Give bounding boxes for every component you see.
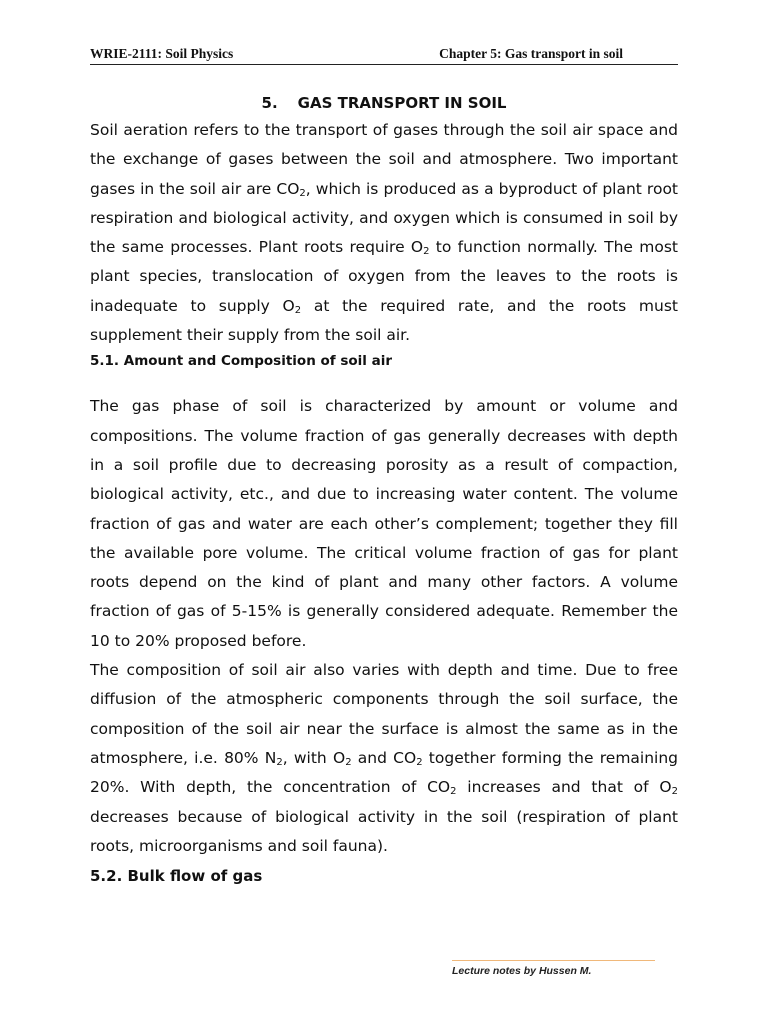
subscript-2: 2 xyxy=(423,246,430,258)
subscript-2: 2 xyxy=(450,786,457,798)
subscript-2: 2 xyxy=(416,756,423,768)
intro-text-2: , which is produced as a byproduct of plant root respiration and biological activity, and oxygen which is consumed in soil by the same processes. Plant roots require O xyxy=(90,179,679,257)
course-code: WRIE-2111: Soil Physics xyxy=(90,46,234,61)
composition-text-e: increases and that of O xyxy=(456,778,672,797)
chapter-number: 5. xyxy=(261,94,278,112)
composition-text-a: The composition of soil air also varies with depth and time. Due to free diffusion of the atmospheric components through the soil surface, the composition of the soil air near the surface is almost the same as in the atmosphere, i.e. 80% N xyxy=(90,661,678,767)
page-header xyxy=(90,46,678,65)
subscript-2: 2 xyxy=(345,756,352,768)
chapter-title: Chapter 5: Gas transport in soil xyxy=(439,46,623,61)
footer-divider xyxy=(452,960,655,961)
subscript-2: 2 xyxy=(294,304,302,316)
composition-text-f: decreases because of biological activity in the soil (respiration of plant roots, microorganisms and soil fauna). xyxy=(90,807,678,855)
subscript-2: 2 xyxy=(276,756,283,768)
chapter-heading xyxy=(90,92,678,114)
chapter-heading-text: GAS TRANSPORT IN SOIL xyxy=(297,94,507,112)
subscript-2: 2 xyxy=(299,187,306,199)
intro-text-4: at the required rate, and the roots must supplement their supply from the soil air. xyxy=(90,296,678,345)
composition-paragraph xyxy=(90,656,678,861)
subscript-2: 2 xyxy=(671,786,678,798)
composition-text-c: and CO xyxy=(351,748,417,767)
intro-text-3: to function normally. The most plant species, translocation of oxygen from the leaves to the roots is inadequate to supply O xyxy=(90,238,678,315)
intro-paragraph xyxy=(90,116,678,350)
gas-phase-paragraph: The gas phase of soil is characterized by amount or volume and compositions. The volume fraction of gas generally decreases with depth in a soil profile due to decreasing porosity as a result of compaction, biological activity, etc., and due to increasing water content. The volume fraction of gas and water are each other’s complement; together they fill the available pore volume. The critical volume fraction of gas for plant roots depend on the kind of plant and many other factors. A volume fraction of gas of 5-15% is generally considered adequate. Remember the 10 to 20% proposed before. xyxy=(90,397,678,650)
composition-text-b: , with O xyxy=(282,748,346,767)
document-body xyxy=(90,92,678,889)
intro-text-1: Soil aeration refers to the transport of gases through the soil air space and the exchange of gases between the soil and atmosphere. Two important gases in the soil air are CO xyxy=(90,121,678,198)
composition-text-d: together forming the remaining 20%. With depth, the concentration of CO xyxy=(90,748,679,797)
section-heading-5-1: 5.1. Amount and Composition of soil air xyxy=(90,353,393,370)
footer-credit: Lecture notes by Hussen M. xyxy=(452,965,592,977)
section-heading-5-2: 5.2. Bulk flow of gas xyxy=(90,867,263,886)
